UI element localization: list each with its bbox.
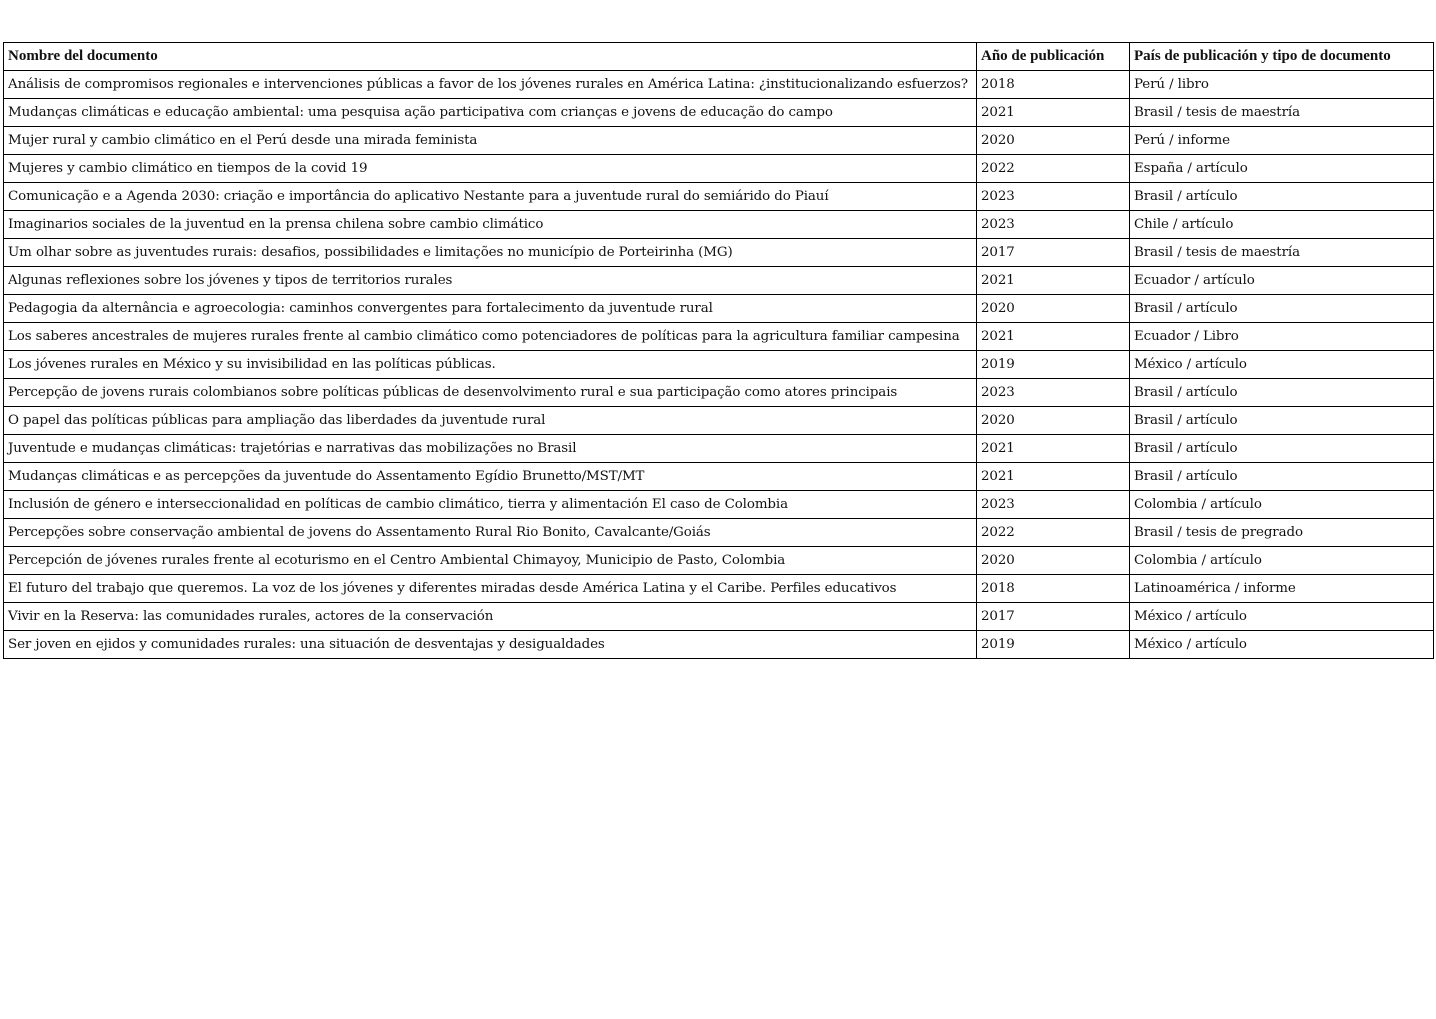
cell-document-name: O papel das políticas públicas para ampliação das liberdades da juventude rural (4, 407, 977, 435)
table-row (4, 295, 1434, 323)
cell-publication-year: 2020 (977, 127, 1130, 155)
cell-publication-year: 2023 (977, 379, 1130, 407)
cell-country-and-type: Perú / informe (1130, 127, 1434, 155)
cell-publication-year: 2021 (977, 267, 1130, 295)
cell-publication-year: 2017 (977, 603, 1130, 631)
table-row (4, 463, 1434, 491)
cell-publication-year: 2018 (977, 71, 1130, 99)
cell-country-and-type: Brasil / tesis de pregrado (1130, 519, 1434, 547)
cell-document-name: Los saberes ancestrales de mujeres rurales frente al cambio climático como potenciadores de políticas para la agricultura familiar campesina (4, 323, 977, 351)
cell-document-name: Vivir en la Reserva: las comunidades rurales, actores de la conservación (4, 603, 977, 631)
cell-country-and-type: Latinoamérica / informe (1130, 575, 1434, 603)
cell-publication-year: 2018 (977, 575, 1130, 603)
cell-country-and-type: México / artículo (1130, 603, 1434, 631)
cell-document-name: Percepção de jovens rurais colombianos sobre políticas públicas de desenvolvimento rural e sua participação como atores principais (4, 379, 977, 407)
header-row (4, 43, 1434, 71)
cell-country-and-type: Brasil / artículo (1130, 463, 1434, 491)
cell-country-and-type: Brasil / artículo (1130, 183, 1434, 211)
cell-country-and-type: Brasil / artículo (1130, 295, 1434, 323)
cell-document-name: Percepções sobre conservação ambiental de jovens do Assentamento Rural Rio Bonito, Cavalcante/Goiás (4, 519, 977, 547)
table-header (4, 43, 1434, 71)
table-row (4, 379, 1434, 407)
cell-publication-year: 2019 (977, 351, 1130, 379)
table-row (4, 547, 1434, 575)
cell-document-name: Análisis de compromisos regionales e intervenciones públicas a favor de los jóvenes rurales en América Latina: ¿institucionalizando esfuerzos? (4, 71, 977, 99)
table-row (4, 631, 1434, 659)
cell-publication-year: 2019 (977, 631, 1130, 659)
cell-country-and-type: Brasil / artículo (1130, 407, 1434, 435)
cell-publication-year: 2017 (977, 239, 1130, 267)
cell-publication-year: 2020 (977, 547, 1130, 575)
cell-country-and-type: Brasil / tesis de maestría (1130, 99, 1434, 127)
cell-document-name: Pedagogia da alternância e agroecologia: caminhos convergentes para fortalecimento da juventude rural (4, 295, 977, 323)
cell-document-name: Mudanças climáticas e educação ambiental: uma pesquisa ação participativa com crianças e jovens de educação do campo (4, 99, 977, 127)
cell-document-name: Juventude e mudanças climáticas: trajetórias e narrativas das mobilizações no Brasil (4, 435, 977, 463)
table-body (4, 71, 1434, 659)
cell-document-name: Imaginarios sociales de la juventud en la prensa chilena sobre cambio climático (4, 211, 977, 239)
header-publication-year: Año de publicación (977, 43, 1130, 71)
cell-country-and-type: Brasil / tesis de maestría (1130, 239, 1434, 267)
document-page (3, 42, 1433, 659)
table-row (4, 407, 1434, 435)
table-row (4, 99, 1434, 127)
cell-publication-year: 2022 (977, 155, 1130, 183)
table-row (4, 435, 1434, 463)
cell-country-and-type: Chile / artículo (1130, 211, 1434, 239)
table-row (4, 155, 1434, 183)
cell-document-name: Percepción de jóvenes rurales frente al ecoturismo en el Centro Ambiental Chimayoy, Municipio de Pasto, Colombia (4, 547, 977, 575)
cell-country-and-type: Ecuador / artículo (1130, 267, 1434, 295)
table-row (4, 239, 1434, 267)
table-row (4, 603, 1434, 631)
cell-document-name: Algunas reflexiones sobre los jóvenes y tipos de territorios rurales (4, 267, 977, 295)
cell-document-name: Um olhar sobre as juventudes rurais: desafios, possibilidades e limitações no município de Porteirinha (MG) (4, 239, 977, 267)
cell-document-name: El futuro del trabajo que queremos. La voz de los jóvenes y diferentes miradas desde América Latina y el Caribe. Perfiles educativos (4, 575, 977, 603)
cell-country-and-type: Brasil / artículo (1130, 435, 1434, 463)
header-country-and-type: País de publicación y tipo de documento (1130, 43, 1434, 71)
table-row (4, 71, 1434, 99)
cell-document-name: Inclusión de género e interseccionalidad en políticas de cambio climático, tierra y alimentación El caso de Colombia (4, 491, 977, 519)
cell-document-name: Mujeres y cambio climático en tiempos de la covid 19 (4, 155, 977, 183)
table-row (4, 323, 1434, 351)
cell-publication-year: 2023 (977, 491, 1130, 519)
cell-country-and-type: Colombia / artículo (1130, 491, 1434, 519)
cell-document-name: Ser joven en ejidos y comunidades rurales: una situación de desventajas y desigualdades (4, 631, 977, 659)
cell-document-name: Los jóvenes rurales en México y su invisibilidad en las políticas públicas. (4, 351, 977, 379)
cell-publication-year: 2023 (977, 211, 1130, 239)
cell-publication-year: 2020 (977, 407, 1130, 435)
header-document-name: Nombre del documento (4, 43, 977, 71)
table-row (4, 491, 1434, 519)
cell-publication-year: 2022 (977, 519, 1130, 547)
cell-country-and-type: Ecuador / Libro (1130, 323, 1434, 351)
table-row (4, 519, 1434, 547)
cell-country-and-type: España / artículo (1130, 155, 1434, 183)
cell-publication-year: 2021 (977, 323, 1130, 351)
cell-country-and-type: Colombia / artículo (1130, 547, 1434, 575)
table-row (4, 127, 1434, 155)
cell-document-name: Mujer rural y cambio climático en el Perú desde una mirada feminista (4, 127, 977, 155)
cell-country-and-type: México / artículo (1130, 351, 1434, 379)
cell-publication-year: 2023 (977, 183, 1130, 211)
table-row (4, 351, 1434, 379)
cell-country-and-type: Brasil / artículo (1130, 379, 1434, 407)
cell-country-and-type: México / artículo (1130, 631, 1434, 659)
cell-document-name: Mudanças climáticas e as percepções da juventude do Assentamento Egídio Brunetto/MST/MT (4, 463, 977, 491)
cell-publication-year: 2021 (977, 435, 1130, 463)
cell-country-and-type: Perú / libro (1130, 71, 1434, 99)
table-row (4, 267, 1434, 295)
cell-publication-year: 2021 (977, 463, 1130, 491)
table-row (4, 183, 1434, 211)
documents-table (3, 42, 1434, 659)
table-row (4, 211, 1434, 239)
cell-publication-year: 2020 (977, 295, 1130, 323)
cell-publication-year: 2021 (977, 99, 1130, 127)
table-row (4, 575, 1434, 603)
cell-document-name: Comunicação e a Agenda 2030: criação e importância do aplicativo Nestante para a juventude rural do semiárido do Piauí (4, 183, 977, 211)
